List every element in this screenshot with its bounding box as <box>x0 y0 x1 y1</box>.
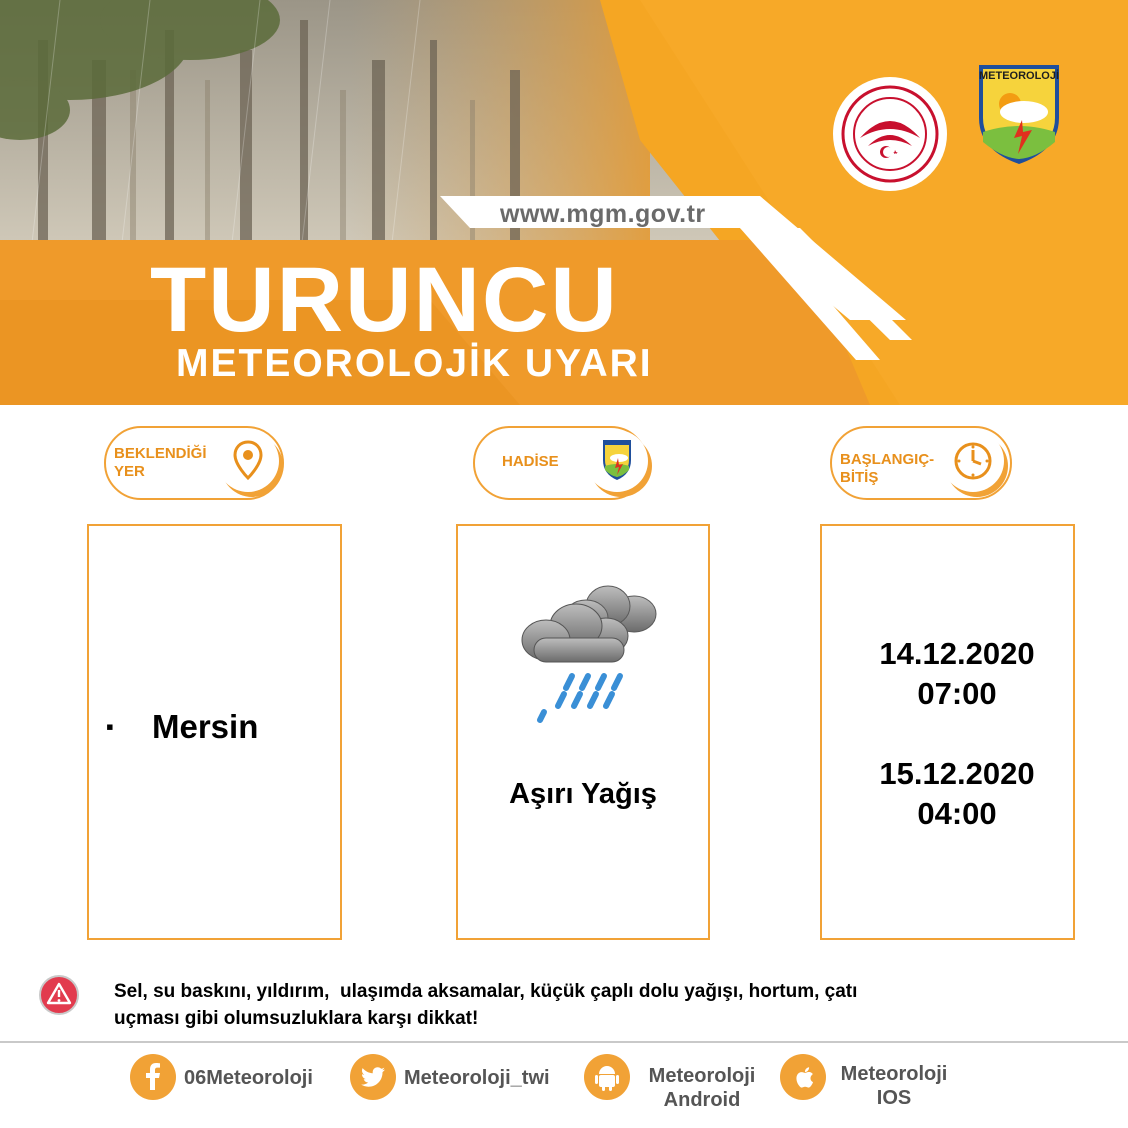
meteoroloji-badge-icon <box>586 430 648 492</box>
meteoroloji-logo <box>976 62 1062 166</box>
start-time: 07:00 <box>917 676 997 711</box>
android-app-label-line2: Android <box>663 1089 741 1111</box>
event-name: Aşırı Yağış <box>509 778 657 810</box>
location-pin-icon <box>217 430 279 492</box>
expected-place-label-line2: YER <box>114 463 145 480</box>
start-date: 14.12.2020 <box>879 636 1035 671</box>
list-bullet: ▪ <box>106 714 114 739</box>
twitter-handle[interactable]: Meteoroloji_twi <box>404 1067 550 1089</box>
time-card <box>820 524 1075 940</box>
header-banner <box>0 0 1128 405</box>
ios-app-label-line1: Meteoroloji <box>840 1063 948 1085</box>
android-icon[interactable] <box>584 1054 630 1100</box>
facebook-icon[interactable] <box>130 1054 176 1100</box>
location-name: Mersin <box>152 708 259 745</box>
heavy-rain-icon <box>516 578 666 728</box>
warning-message-line1: Sel, su baskını, yıldırım, ulaşımda aksamalar, küçük çaplı dolu yağışı, hortum, çatı <box>114 981 858 1002</box>
ministry-logo <box>832 76 948 192</box>
start-end-label-line1: BAŞLANGIÇ- <box>840 451 935 468</box>
twitter-icon[interactable] <box>350 1054 396 1100</box>
ios-app-label[interactable] <box>834 1062 954 1110</box>
footer-divider <box>0 1041 1128 1043</box>
warning-triangle-icon <box>38 974 80 1016</box>
start-end-label-line2: BİTİŞ <box>840 469 879 486</box>
clock-icon <box>942 430 1004 492</box>
end-date: 15.12.2020 <box>879 756 1035 791</box>
end-time: 04:00 <box>917 796 997 831</box>
android-app-label[interactable] <box>642 1064 762 1112</box>
ios-app-label-line2: IOS <box>876 1087 912 1109</box>
meteoroloji-logo-label: METEOROLOJİ <box>978 70 1060 82</box>
website-url[interactable]: www.mgm.gov.tr <box>500 200 706 228</box>
facebook-handle[interactable]: 06Meteoroloji <box>184 1067 313 1089</box>
warning-message-line2: uçması gibi olumsuzluklara karşı dikkat! <box>114 1008 479 1029</box>
android-app-label-line1: Meteoroloji <box>648 1065 756 1087</box>
event-label-text: HADİSE <box>502 453 559 470</box>
warning-message <box>114 978 1034 1032</box>
warning-subtitle: METEOROLOJİK UYARI <box>176 342 653 385</box>
warning-level-title: TURUNCU <box>150 249 619 351</box>
apple-icon[interactable] <box>780 1054 826 1100</box>
expected-place-label-line1: BEKLENDİĞİ <box>114 445 207 462</box>
